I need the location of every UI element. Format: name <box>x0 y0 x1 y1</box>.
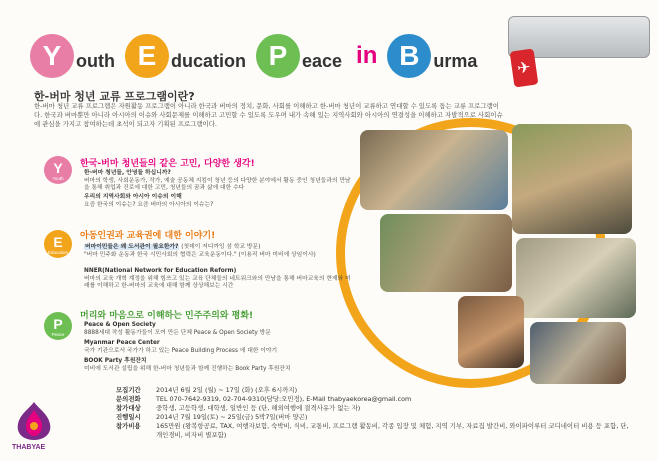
education-item-1-title: 버마이민들은 왜 도서관이 필요한가? <box>85 244 179 250</box>
intro-heading: 한-버마 청년 교류 프로그램이란? <box>34 90 195 103</box>
education-badge <box>44 230 72 258</box>
youth-item-2-body: 요즘 한국의 이슈는? 요즘 버마의 아시아의 이슈는? <box>84 201 214 208</box>
title-word-burma: urma <box>433 50 478 71</box>
title-word-in: in <box>356 42 378 69</box>
peace-item-1 <box>84 322 354 337</box>
peace-item-1-title: Peace & Open Society <box>84 322 156 328</box>
title-letter-p: P <box>256 34 300 78</box>
info-row <box>116 422 636 440</box>
title-letter-e: E <box>125 34 169 78</box>
youth-item-2-title: 우리의 지역사회와 아시아 이슈의 이해 <box>84 194 182 200</box>
education-badge-letter: E <box>53 233 63 250</box>
education-item-2-body: 버마의 교육 개혁 계정을 위해 힘쓰고 있는 교육 단체들의 네트워크와의 만남을 통해 버마교육의 현재와 미래를 이해하고 한-버마의 교육에 대해 함께 상상해보는 시간 <box>84 275 351 289</box>
education-badge-label: Education <box>47 249 68 255</box>
youth-badge-label: Youth <box>52 175 64 181</box>
youth-badge <box>44 156 72 184</box>
peace-badge-label: Peace <box>51 331 65 337</box>
info-label: 모집기간 <box>116 386 141 394</box>
info-row <box>116 386 636 395</box>
info-label: 문의전화 <box>116 395 141 403</box>
peace-item-3-title: BOOK Party 후원잔치 <box>84 358 147 364</box>
education-item-1 <box>84 244 354 259</box>
education-item-2 <box>84 268 354 291</box>
youth-item-1 <box>84 170 354 193</box>
title-word-peace: eace <box>301 50 343 71</box>
education-item-1-body: "버마 민주화 운동과 한국 시민사회의 협력은 교육운동이다." (이용직 버마 미비에 상임이사) <box>84 251 316 258</box>
photo-teacher-with-child <box>512 124 632 234</box>
info-value: 2014년 6월 2일 (월) ~ 17일 (화) (오후 6시까지) <box>156 386 298 394</box>
youth-item-1-body: 버마의 학생, 사회운동가, 작가, 예술 공동체 지킴이 청년 등의 다양한 분야에서 활동 중인 청년들과의 만남을 통해 취업과 진로에 대한 고민, 청년들의 꿈과 삶에 대한 수다 <box>84 177 351 191</box>
peace-badge <box>44 312 72 340</box>
photo-smiling-boy <box>458 296 524 368</box>
education-heading: 아동인권과 교육권에 대한 이야기! <box>80 231 216 241</box>
info-label: 진행일시 <box>116 413 141 421</box>
info-label: 참가비용 <box>116 422 141 430</box>
photo-classroom-group <box>380 214 512 292</box>
info-value: TEL 070-7642-9319, 02-704-9310(담당:오민정), E-Mail thabyaekorea@gmail.com <box>156 395 412 403</box>
info-row <box>116 413 636 422</box>
title-letter-y: Y <box>30 34 74 78</box>
peace-item-3 <box>84 358 354 373</box>
airplane-icon: ✈ <box>515 57 532 78</box>
peace-badge-letter: P <box>53 315 63 332</box>
peace-item-2 <box>84 340 354 355</box>
peace-item-2-body: 국가 기관으로서 국가가 하고 있는 Peace Building Process 에 대한 이야기 <box>84 347 278 354</box>
logo-text: THABYAE <box>12 444 46 451</box>
info-value: 165만원 (왕복항공료, TAX, 여행자보험, 숙박비, 식비, 교통비, 프로그램 활동비, 각종 입장 및 체험, 지역 기부, 자료집 발간비, 와이파이루터 코디네이터 비용 등 포함, 단, 개인경비, 비자비 별포함) <box>156 422 629 439</box>
youth-heading: 한국-버마 청년들의 같은 고민, 다양한 생각! <box>80 159 255 169</box>
info-label: 참가대상 <box>116 404 141 412</box>
info-row <box>116 404 636 413</box>
photo-children-group <box>360 130 508 210</box>
education-item-1-note: (첫데이 저디까잉 섬 학교 방문) <box>181 244 261 250</box>
info-value: 중학생, 고등학생, 대학생, 일반인 등 (단, 해외여행에 결격사유가 없는 자) <box>156 404 361 412</box>
event-info <box>116 386 636 440</box>
peace-heading: 머리와 마음으로 이해하는 민주주의와 평화! <box>80 311 254 321</box>
youth-badge-letter: Y <box>53 159 63 176</box>
photo-workshop <box>516 238 636 318</box>
youth-item-2 <box>84 194 354 209</box>
youth-item-1-title: 한-버마 청년들, 안녕들 하십니까? <box>84 170 171 176</box>
photo-students-portrait <box>530 322 626 384</box>
peace-item-1-body: 8888세대 작성 활동가들이 모여 만든 단체 Peace & Open Society 방문 <box>84 329 271 336</box>
title-word-youth: outh <box>76 50 115 71</box>
education-item-2-title: NNER(National Network for Education Reform) <box>84 268 237 274</box>
thabyae-logo-icon <box>14 400 54 442</box>
title-word-education: ducation <box>170 50 246 71</box>
intro-body: 한-버마 청년 교류 프로그램은 자원활동 프로그램이 아니라 한국과 버마의 정치, 문화, 사회를 이해하고 한-버마 청년이 교류하고 연대할 수 있도록 돕는 교류 프로그램이다. 한국과 버마뿐만 아니라 아시아의 이슈와 사회문제를 이해하고 고민할 수 있도록 도우며 내가 속해 있는 지역사회와 아시아의 연결성을 이해하고 자발적으로 사회이슈에 관심을 가지고 참여하는데 초석이 되고자 기획된 프로그램이다. <box>34 102 503 128</box>
title-letter-b: B <box>387 34 431 78</box>
peace-item-2-title: Myanmar Peace Center <box>84 340 160 346</box>
peace-item-3-body: 미비에 도서관 설립을 위해 한-버마 청년들과 함께 진행하는 Book Party 후원잔치 <box>84 365 291 372</box>
poster-title <box>30 30 487 82</box>
luggage-tag-icon <box>510 49 539 88</box>
info-row <box>116 395 636 404</box>
info-value: 2014년 7월 19일(토) ~ 25일(금) 5박7일(버마 양곤) <box>156 413 308 421</box>
